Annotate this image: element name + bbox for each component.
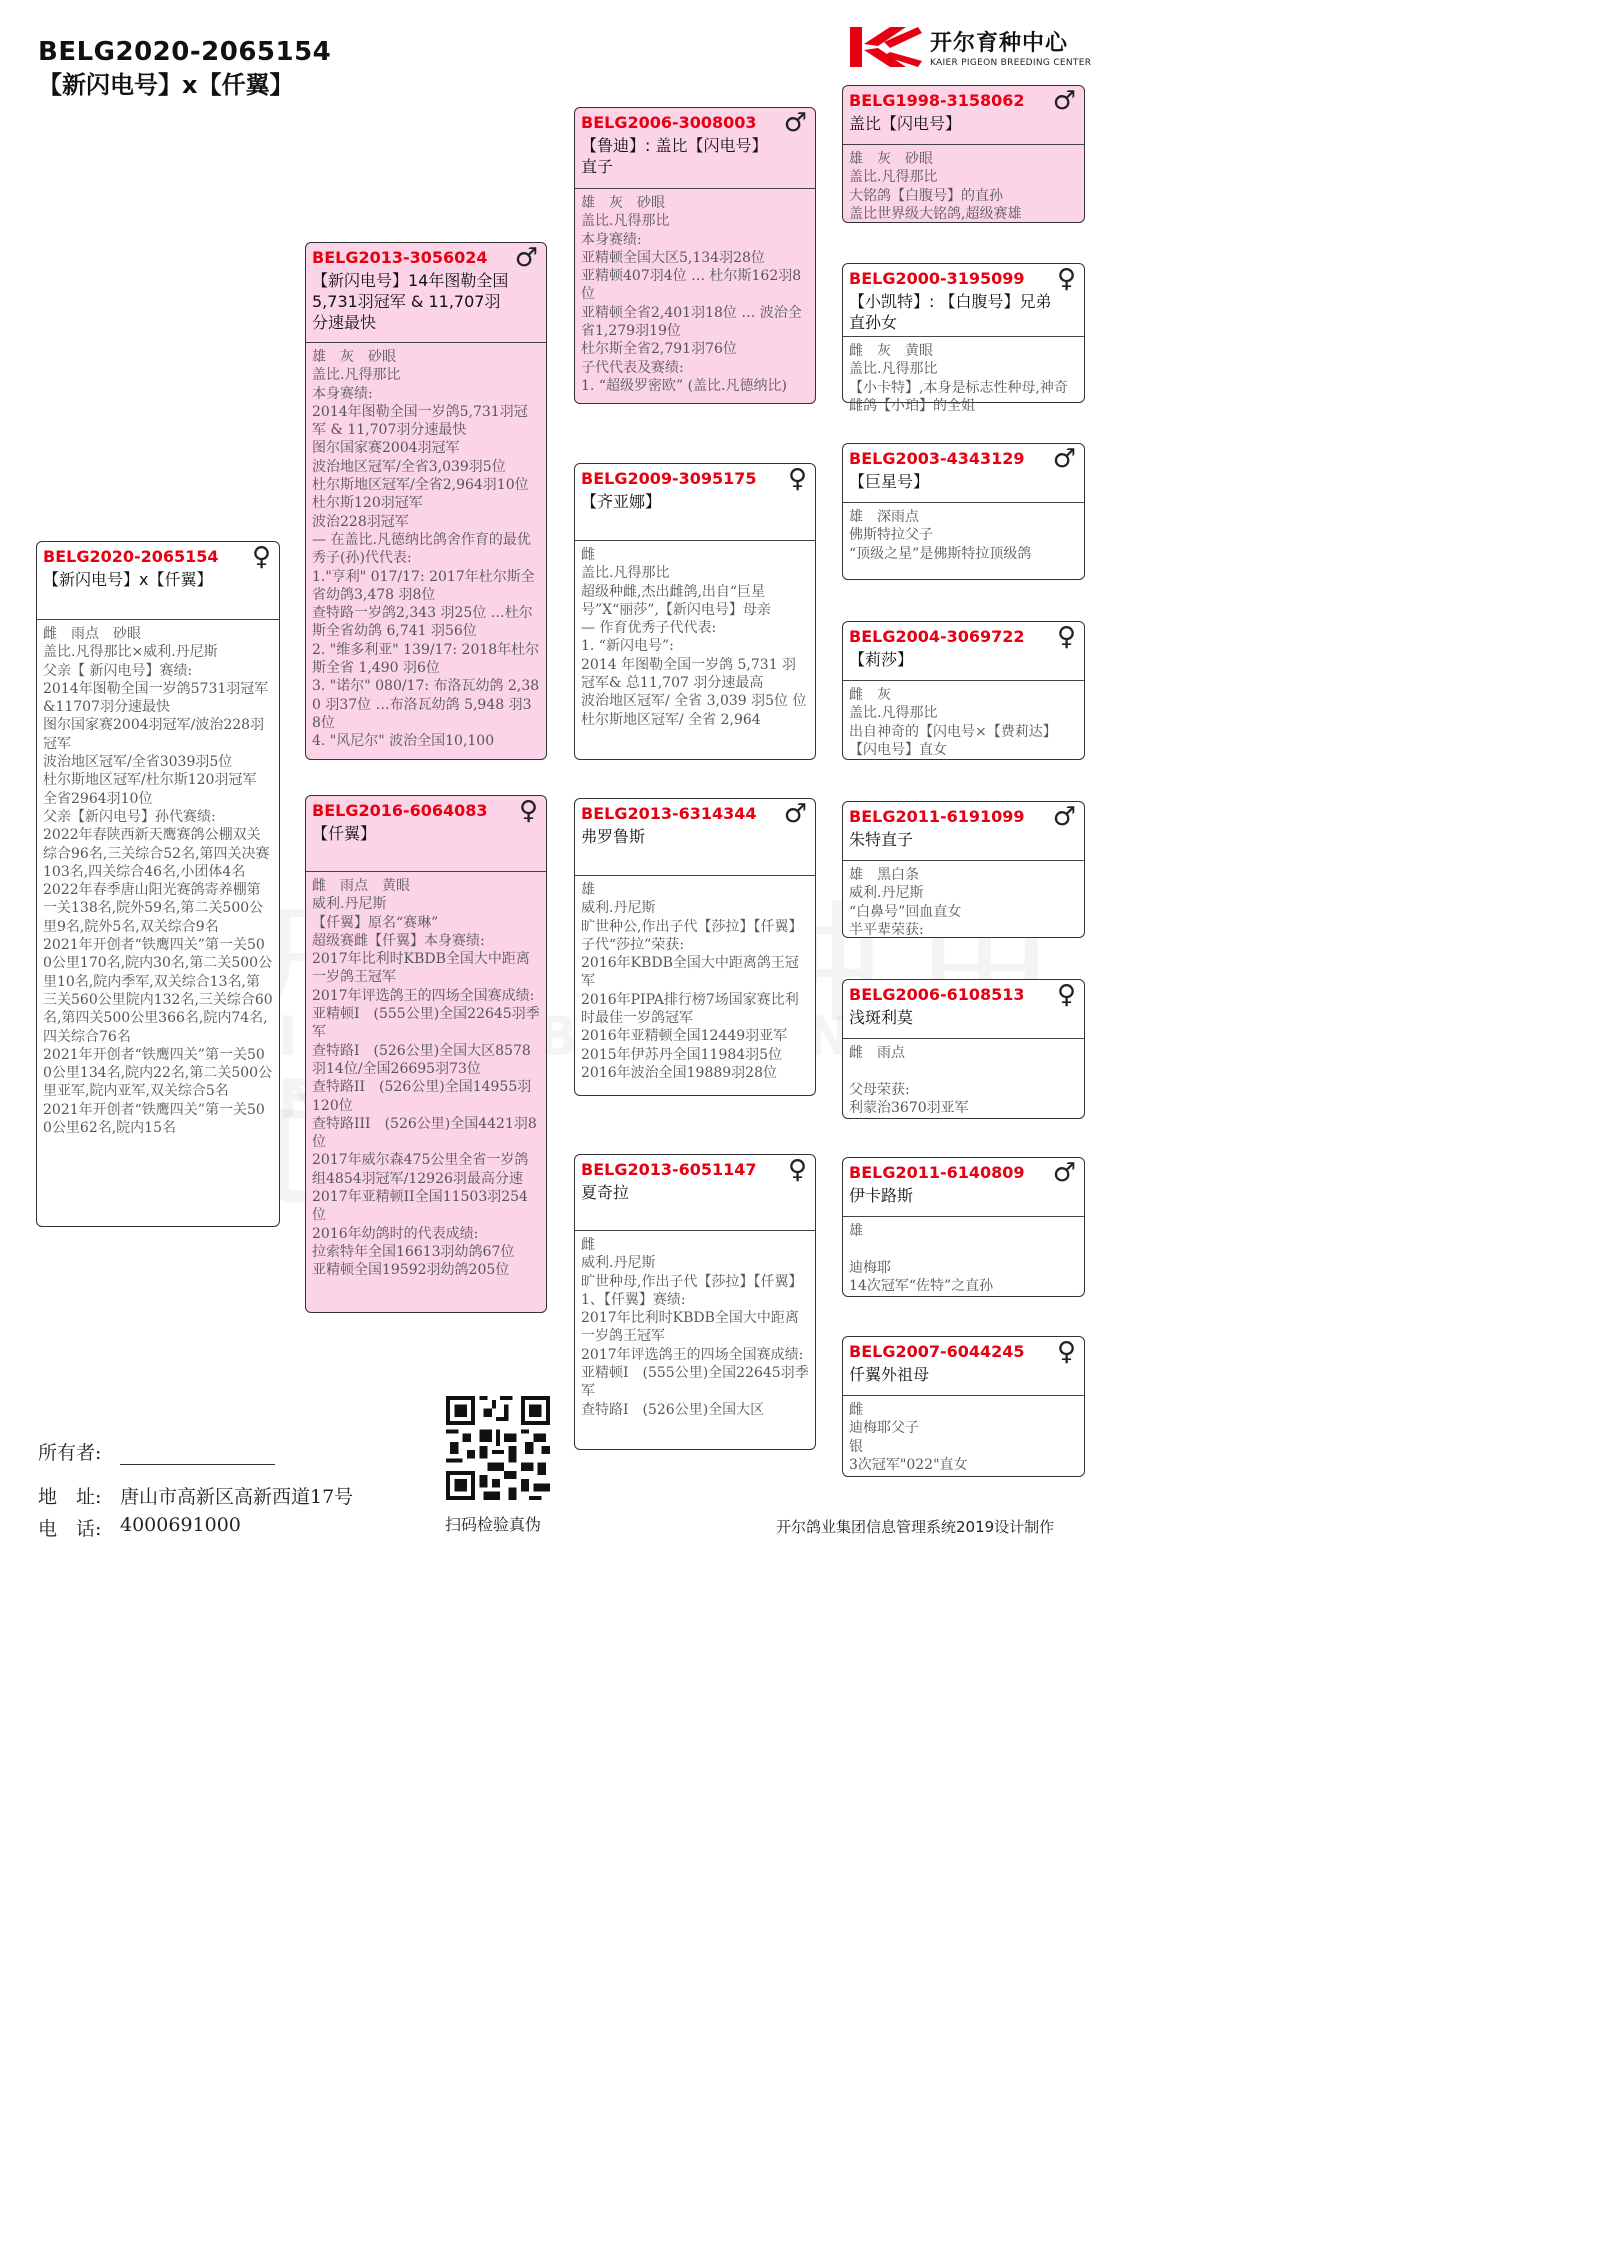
pigeon-details: 雌 迪梅耶父子 银 3次冠军"022"直女	[849, 1402, 968, 1473]
pigeon-details: 雌 灰 黄眼 盖比.凡得那比 【小卡特】,本身是标志性种母,神奇雌鸽【小珀】的全姐	[849, 343, 1068, 414]
pigeon-name: 盖比【闪电号】	[849, 114, 962, 133]
card-header	[37, 542, 279, 620]
ring-number: BELG2013-6051147	[581, 1160, 757, 1179]
pigeon-card-ddd	[842, 1336, 1085, 1477]
owner-blank-line	[120, 1464, 275, 1465]
ring-number: BELG1998-3158062	[849, 91, 1025, 110]
qr-verify-label: 扫码检验真伪	[445, 1515, 542, 1534]
male-icon: ♂	[1052, 802, 1076, 832]
pigeon-details: 雌 威利.丹尼斯 旷世种母,作出子代【莎拉】【仟翼】 1、【仟翼】赛绩: 2017年比利时KBDB全国大中距离一岁鸽王冠军 2017年评选鸽王的四场全国赛成绩: 亚精顿I (555公里)全国22645羽季军 查特路I (526公里)全国大区	[581, 1237, 809, 1418]
pigeon-details: 雄 黑白条 威利.丹尼斯 “白鼻号”回血直女 半平辈荣获:	[849, 867, 962, 938]
address-value: 唐山市高新区高新西道17号	[120, 1486, 354, 1508]
pigeon-card-sdd	[842, 621, 1085, 760]
ring-number: BELG2011-6140809	[849, 1163, 1025, 1182]
pigeon-details: 雄 灰 砂眼 盖比.凡得那比 本身赛绩: 亚精顿全国大区5,134羽28位 亚精顿407羽4位 … 杜尔斯162羽8位 亚精顿全省2,401羽18位 … 波治全省1,279羽19位 杜尔斯全省2,791羽76位 子代代表及赛绩: 1. “超级罗密欧” (盖比.凡德纳比)	[581, 195, 802, 394]
female-icon: ♀	[1056, 1337, 1076, 1367]
logo-en-text: KAIER PIGEON BREEDING CENTER	[930, 58, 1092, 68]
pigeon-name: 浅斑利莫	[849, 1008, 914, 1027]
female-icon: ♀	[787, 1155, 807, 1185]
pigeon-name: 【鲁迪】: 盖比【闪电号】直子	[581, 136, 768, 176]
pigeon-details: 雄 灰 砂眼 盖比.凡得那比 本身赛绩: 2014年图勒全国一岁鸽5,731羽冠军 & 11,707羽分速最快 图尔国家赛2004羽冠军 波治地区冠军/全省3,039羽5位 杜尔斯地区冠军/全省2,964羽10位 杜尔斯120羽冠军 波治228羽冠军 — 在盖比.凡德纳比鸽舍作育的最优秀子(孙)代代表: 1."亨利" 017/17: 2017年杜尔斯全省幼鸽3,478 羽8位 查特路一岁鸽2,343 羽25位 …杜尔斯全省幼鸽 6,741 羽56位 2. "维多利亚" 139/17: 2018年杜尔斯全省 1,490 羽6位 3. "诺尔" 080/17: 布洛瓦幼鸽 2,380 羽37位 …布洛瓦幼鸽 5,948 羽38位 4. "风尼尔" 波治全国10,100	[312, 349, 540, 750]
card-header	[575, 799, 815, 876]
kaier-logo-icon	[848, 24, 924, 70]
ring-number: BELG2006-6108513	[849, 985, 1025, 1004]
ring-number: BELG2013-6314344	[581, 804, 757, 823]
pigeon-name: 【莉莎】	[849, 650, 914, 669]
card-header	[843, 802, 1084, 861]
pigeon-card-dds	[842, 1157, 1085, 1297]
card-header	[575, 464, 815, 541]
male-icon: ♂	[514, 243, 538, 273]
pigeon-details: 雄 威利.丹尼斯 旷世种公,作出子代【莎拉】【仟翼】 子代“莎拉”荣获: 2016年KBDB全国大中距离鸽王冠军 2016年PIPA排行榜7场国家赛比利时最佳一岁鸽冠军 2016年亚精顿全国12449羽亚军 2015年伊苏丹全国11984羽5位 2016年波治全国19889羽28位	[581, 882, 803, 1081]
owner-label: 所有者:	[38, 1442, 102, 1464]
male-icon: ♂	[783, 799, 807, 829]
pigeon-name: 朱特直子	[849, 830, 914, 849]
female-icon: ♀	[1056, 980, 1076, 1010]
card-header	[843, 980, 1084, 1039]
pigeon-card-dsd	[842, 979, 1085, 1119]
pigeon-name: 【仟翼】	[312, 824, 377, 843]
card-header	[575, 108, 815, 189]
pigeon-details: 雌 盖比.凡得那比 超级种雌,杰出雌鸽,出自“巨星号”X“丽莎”,【新闪电号】母亲 — 作育优秀子代代表: 1. “新闪电号”: 2014 年图勒全国一岁鸽 5,731 羽冠军& 总11,707 羽分速最高 波治地区冠军/ 全省 3,039 羽5位 位 杜尔斯地区冠军/ 全省 2,964	[581, 547, 807, 728]
pigeon-card-ds	[574, 798, 816, 1096]
ring-number: BELG2013-3056024	[312, 248, 488, 267]
pigeon-card-ssd	[842, 263, 1085, 414]
card-header	[843, 86, 1084, 145]
pigeon-name: 夏奇拉	[581, 1183, 630, 1202]
pigeon-card-sss	[842, 85, 1085, 223]
phone-value: 4000691000	[120, 1514, 241, 1536]
address-label: 地 址:	[38, 1486, 102, 1508]
pigeon-name: 弗罗鲁斯	[581, 827, 646, 846]
logo-cn-text: 开尔育种中心	[930, 31, 1069, 56]
pigeon-details: 雄 深雨点 佛斯特拉父子 “顶级之星”是佛斯特拉顶级鸽	[849, 509, 1032, 562]
card-header	[843, 1337, 1084, 1396]
pigeon-name: 伊卡路斯	[849, 1186, 914, 1205]
pigeon-name: 仟翼外祖母	[849, 1365, 930, 1384]
ring-number: BELG2016-6064083	[312, 801, 488, 820]
pigeon-details: 雌 灰 盖比.凡得那比 出自神奇的【闪电号×【费莉达】 【闪电号】直女	[849, 687, 1057, 758]
pigeon-name: 【新闪电号】14年图勒全国5,731羽冠军 & 11,707羽分速最快	[312, 271, 509, 332]
pigeon-card-sd	[574, 463, 816, 760]
pigeon-card-dam	[305, 795, 547, 1313]
pigeon-details: 雌 雨点 砂眼 盖比.凡得那比×威利.丹尼斯 父亲【 新闪电号】赛绩: 2014年图勒全国一岁鸽5731羽冠军&11707羽分速最快 图尔国家赛2004羽冠军/波治228羽冠军 波治地区冠军/全省3039羽5位 杜尔斯地区冠军/杜尔斯120羽冠军 全省2964羽10位 父亲【新闪电号】孙代赛绩: 2022年春陕西新天鹰赛鸽公棚双关综合96名,三关综合52名,第四关决赛103名,四关综合46名,小团体4名 2022年春季唐山阳光赛鸽寄养棚第一关138名,院外59名,第二关500公里9名,院外5名,双关综合9名 2021年开创者“铁鹰四关”第一关500公里170名,院内30名,第二关500公里10名,院内季军,双关综合13名,第三关560公里院内132名,三关综合60名,第四关500公里366名,院内74名,四关综合76名 2021年开创者“铁鹰四关”第一关500公里134名,院内22名,第二关500公里亚军,院内亚军,双关综合5名 2021年开创者“铁鹰四关”第一关500公里62名,院内15名	[43, 626, 273, 1137]
card-header	[843, 1158, 1084, 1217]
pigeon-details: 雌 雨点 父母荣获: 利蒙治3670羽亚军	[849, 1045, 969, 1116]
pigeon-name: 【新闪电号】x【仟翼】	[43, 570, 213, 589]
ring-number: BELG2006-3008003	[581, 113, 757, 132]
header-ring-number: BELG2020-2065154	[38, 37, 332, 67]
female-icon: ♀	[518, 796, 538, 826]
card-header	[306, 243, 546, 343]
pigeon-details: 雌 雨点 黄眼 威利.丹尼斯 【仟翼】原名“赛琳” 超级赛雌【仟翼】本身赛绩: 2017年比利时KBDB全国大中距离一岁鸽王冠军 2017年评选鸽王的四场全国赛成绩: 亚精顿I (555公里)全国22645羽季军 查特路I (526公里)全国大区8578羽14位/全国26695羽73位 查特路II (526公里)全国14955羽120位 查特路III (526公里)全国4421羽8位 2017年威尔森475公里全省一岁鸽组4854羽冠军/12926羽最高分速 2017年亚精顿II全国11503羽254位 2016年幼鸽时的代表成绩: 拉索特年全国16613羽幼鸽67位 亚精顿全国19592羽幼鸽205位	[312, 878, 540, 1279]
ring-number: BELG2007-6044245	[849, 1342, 1025, 1361]
pigeon-details: 雄 灰 砂眼 盖比.凡得那比 大铭鸽【白腹号】的直孙 盖比世界级大铭鸽,超级赛雄	[849, 151, 1022, 222]
female-icon: ♀	[251, 542, 271, 572]
pigeon-card-ss	[574, 107, 816, 404]
card-header	[575, 1155, 815, 1231]
male-icon: ♂	[1052, 86, 1076, 116]
male-icon: ♂	[1052, 1158, 1076, 1188]
ring-number: BELG2000-3195099	[849, 269, 1025, 288]
phone-label: 电 话:	[38, 1518, 102, 1540]
card-header	[843, 444, 1084, 503]
pigeon-card-dss	[842, 801, 1085, 938]
ring-number: BELG2011-6191099	[849, 807, 1025, 826]
card-header	[306, 796, 546, 872]
header-pairing: 【新闪电号】x【仟翼】	[38, 71, 294, 99]
card-header	[843, 264, 1084, 337]
pigeon-name: 【齐亚娜】	[581, 492, 662, 511]
female-icon: ♀	[1056, 622, 1076, 652]
card-header	[843, 622, 1084, 681]
pigeon-card-subject	[36, 541, 280, 1227]
pedigree-header	[38, 36, 331, 102]
female-icon: ♀	[1056, 264, 1076, 294]
male-icon: ♂	[783, 108, 807, 138]
pigeon-name: 【巨星号】	[849, 472, 930, 491]
qr-code-icon[interactable]	[446, 1396, 550, 1500]
pigeon-card-dd	[574, 1154, 816, 1450]
ring-number: BELG2020-2065154	[43, 547, 219, 566]
pigeon-card-sire	[305, 242, 547, 760]
ring-number: BELG2009-3095175	[581, 469, 757, 488]
pigeon-name: 【小凯特】: 【白腹号】兄弟直孙女	[849, 292, 1052, 332]
kaier-logo	[848, 24, 1093, 74]
pigeon-card-sds	[842, 443, 1085, 580]
male-icon: ♂	[1052, 444, 1076, 474]
system-credit: 开尔鸽业集团信息管理系统2019设计制作	[776, 1518, 1055, 1536]
pigeon-details: 雄 迪梅耶 14次冠军“佐特”之直孙	[849, 1223, 994, 1294]
ring-number: BELG2004-3069722	[849, 627, 1025, 646]
female-icon: ♀	[787, 464, 807, 494]
ring-number: BELG2003-4343129	[849, 449, 1025, 468]
